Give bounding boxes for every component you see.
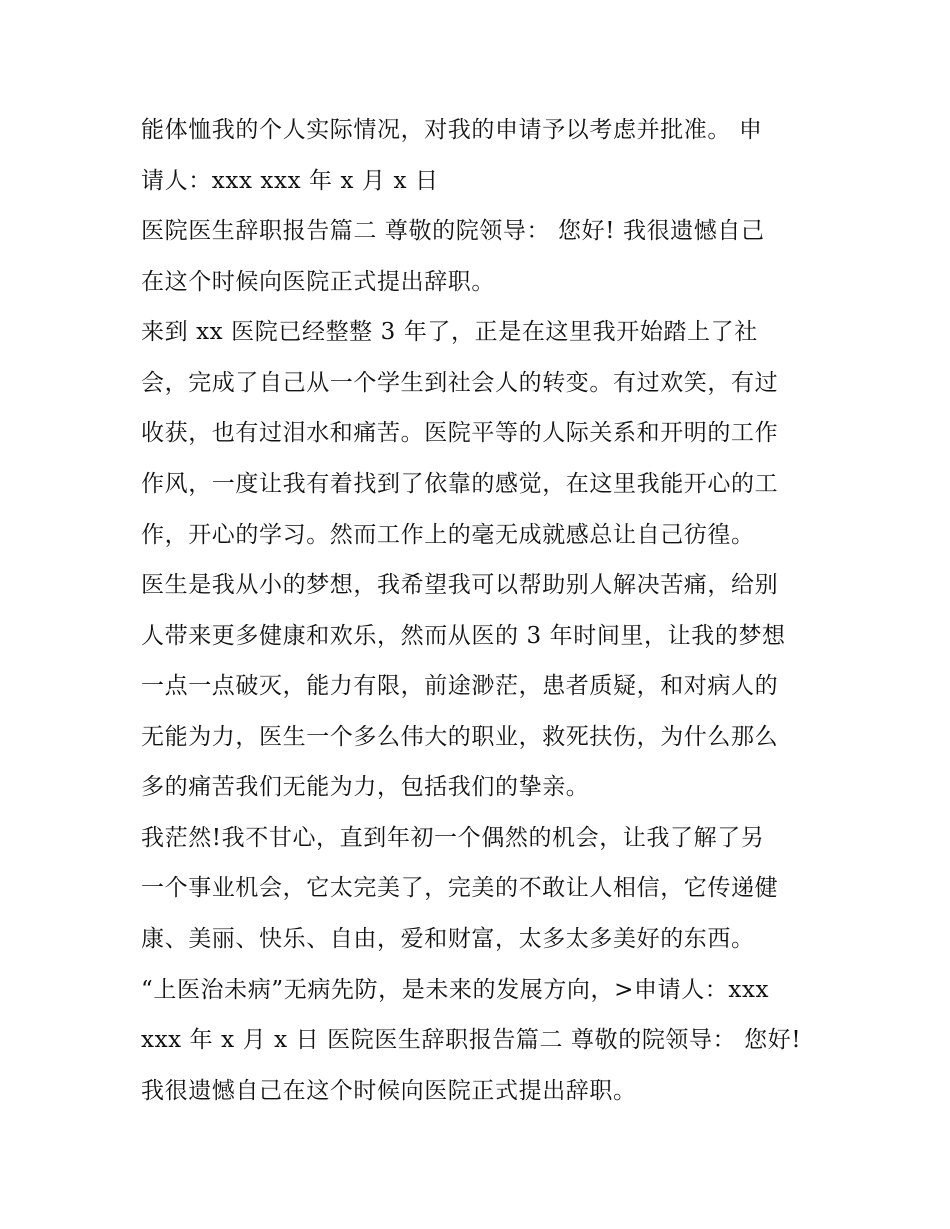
text-line: 作风，一度让我有着找到了依靠的感觉，在这里我能开心的工 <box>141 471 779 497</box>
text-line: 我很遗憾自己在这个时候向医院正式提出辞职。 <box>141 1078 637 1104</box>
text-line: 作，开心的学习。然而工作上的毫无成就感总让自己彷徨。 <box>141 522 755 548</box>
text-line: 在这个时候向医院正式提出辞职。 <box>141 269 495 295</box>
text-line: 人带来更多健康和欢乐，然而从医的 3 年时间里，让我的梦想 <box>141 623 786 649</box>
text-line: 一个事业机会，它太完美了，完美的不敢让人相信，它传递健 <box>141 875 779 901</box>
text-line: 一点一点破灭，能力有限，前途渺茫，患者质疑，和对病人的 <box>141 673 779 699</box>
text-line: 收获，也有过泪水和痛苦。医院平等的人际关系和开明的工作 <box>141 420 779 446</box>
text-line: 无能为力，医生一个多么伟大的职业，救死扶伤，为什么那么 <box>141 724 779 750</box>
text-line: 医院医生辞职报告篇二 尊敬的院领导： 您好! 我很遗憾自己 <box>141 218 765 244</box>
text-line: 来到 xx 医院已经整整 3 年了，正是在这里我开始踏上了社 <box>141 319 758 345</box>
text-line: 请人：xxx xxx 年 x 月 x 日 <box>141 168 439 194</box>
text-line: 能体恤我的个人实际情况，对我的申请予以考虑并批准。 申 <box>141 117 763 143</box>
text-line: 会，完成了自己从一个学生到社会人的转变。有过欢笑，有过 <box>141 370 779 396</box>
text-line: 康、美丽、快乐、自由，爱和财富，太多太多美好的东西。 <box>141 926 755 952</box>
text-line: 医生是我从小的梦想，我希望我可以帮助别人解决苦痛，给别 <box>141 572 779 598</box>
text-line: xxx 年 x 月 x 日 医院医生辞职报告篇二 尊敬的院领导： 您好! <box>141 1027 802 1053</box>
text-line: 我茫然!我不甘心，直到年初一个偶然的机会，让我了解了另 <box>141 825 765 851</box>
text-line: 多的痛苦我们无能为力，包括我们的挚亲。 <box>141 774 590 800</box>
text-line: “上医治未病”无病先防，是未来的发展方向，>申请人：xxx <box>141 977 770 1003</box>
